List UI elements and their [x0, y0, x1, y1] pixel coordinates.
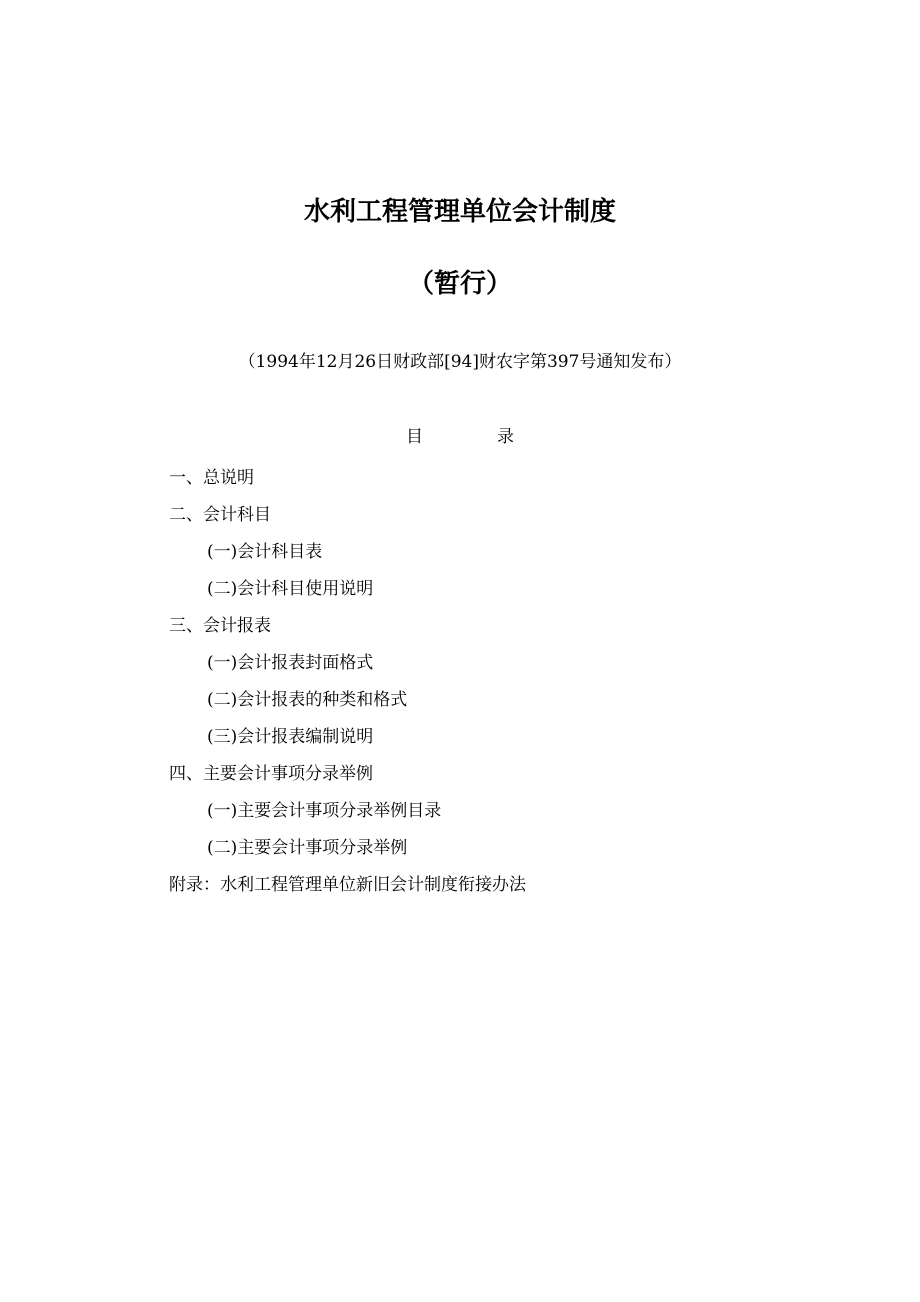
toc-subitem: (二)会计报表的种类和格式: [207, 690, 408, 710]
toc-subitem: (一)主要会计事项分录举例目录: [207, 801, 442, 821]
table-of-contents: [169, 460, 789, 904]
toc-item: 三、会计报表: [169, 616, 271, 636]
toc-subitem: (二)会计科目使用说明: [207, 579, 374, 599]
toc-heading: [0, 424, 920, 450]
toc-item: 一、总说明: [169, 468, 254, 488]
document-subtitle: （暂行）: [407, 269, 512, 299]
toc-item: 二、会计科目: [169, 505, 271, 525]
toc-subitem: (二)主要会计事项分录举例: [207, 838, 408, 858]
toc-heading-left: 目: [406, 427, 423, 447]
toc-subitem: (三)会计报表编制说明: [207, 727, 374, 747]
toc-item-appendix: 附录：水利工程管理单位新旧会计制度衔接办法: [169, 875, 526, 895]
toc-subitem: (一)会计报表封面格式: [207, 653, 374, 673]
document-title: 水利工程管理单位会计制度: [303, 197, 616, 227]
toc-heading-right: 录: [497, 427, 514, 447]
issuance-note: （1994年12月26日财政部[94]财农字第397号通知发布）: [238, 352, 682, 372]
toc-item: 四、主要会计事项分录举例: [169, 764, 373, 784]
toc-subitem: (一)会计科目表: [207, 542, 323, 562]
